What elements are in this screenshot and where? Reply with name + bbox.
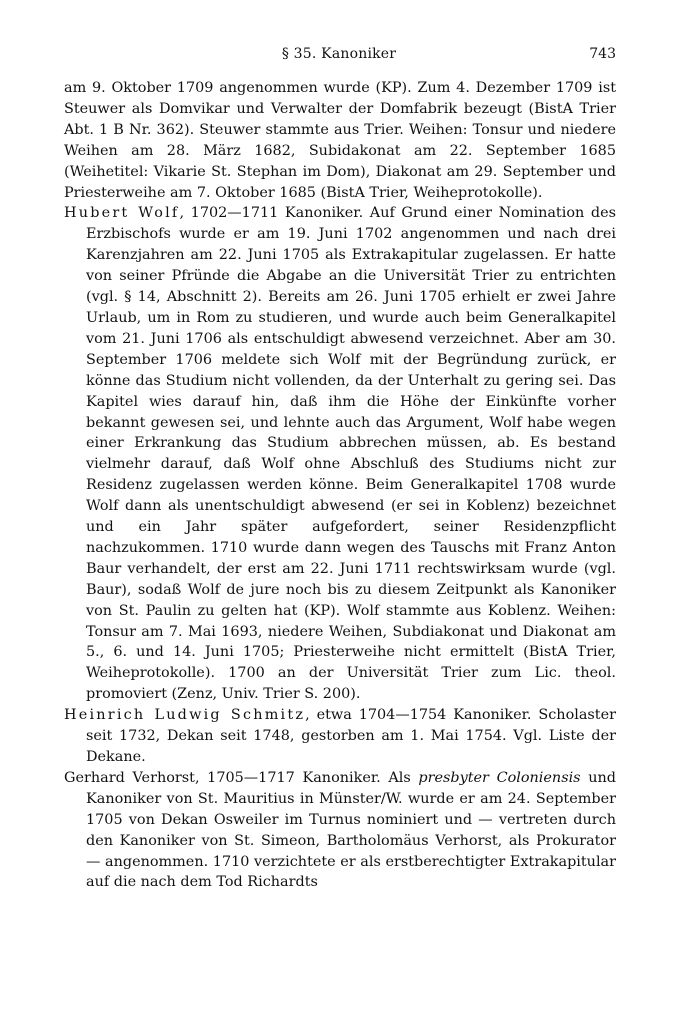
body-text <box>64 78 616 893</box>
entry-name: Heinrich Ludwig Schmitz <box>64 707 306 724</box>
entry-heinrich-ludwig-schmitz <box>64 705 616 768</box>
entry-text: , 1702—1711 Kanoniker. Auf Grund einer Nomination des Erzbischofs wurde er am 19. Juni 1702 angenommen und nach drei Karenzjahren am 22. Juni 1705 als Extrakapitular zugelassen. Er hatte von seiner Pfründe die Abgabe an die Universität Trier zu entrichten (vgl. § 14, Abschnitt 2). Bereits am 26. Juni 1705 erhielt er zwei Jahre Urlaub, um in Rom zu studieren, und wurde auch beim Generalkapitel vom 21. Juni 1706 als entschuldigt abwesend verzeichnet. Aber am 30. September 1706 meldete sich Wolf mit der Begründung zurück, er könne das Studium nicht vollenden, da der Unterhalt zu gering sei. Das Kapitel wies darauf hin, daß ihm die Höhe der Einkünfte vorher bekannt gewesen sei, und lehnte auch das Argument, Wolf habe wegen einer Erkrankung das Studium abbrechen müssen, ab. Es bestand vielmehr darauf, daß Wolf ohne Abschluß des Studiums nicht zur Residenz zugelassen werden könne. Beim Generalkapitel 1708 wurde Wolf dann als unentschuldigt abwesend (er sei in Koblenz) bezeichnet und ein Jahr später aufgefordert, seiner Residenzpflicht nachzukommen. 1710 wurde dann wegen des Tauschs mit Franz Anton Baur verhandelt, der erst am 22. Juni 1711 rechtswirksam wurde (vgl. Baur), sodaß Wolf de jure noch bis zu diesem Zeitpunkt als Kanoniker von St. Paulin zu gelten hat (KP). Wolf stammte aus Koblenz. Weihen: Tonsur am 7. Mai 1693, niedere Weihen, Subdiakonat und Diakonat am 5., 6. und 14. Juni 1705; Priesterweihe nicht ermittelt (BistA Trier, Weiheprotokolle). 1700 an der Universität Trier zum Lic. theol. promoviert (Zenz, Univ. Trier S. 200). <box>86 205 616 703</box>
entry-hubert-wolf <box>64 203 616 705</box>
entry-italic-phrase: presbyter Coloniensis <box>418 769 581 786</box>
page-number: 743 <box>589 46 616 62</box>
continuation-paragraph: am 9. Oktober 1709 angenommen wurde (KP). Zum 4. Dezember 1709 ist Steuwer als Domvikar und Verwalter der Domfabrik bezeugt (BistA Trier Abt. 1 B Nr. 362). Steuwer stammte aus Trier. Weihen: Tonsur und niedere Weihen am 28. März 1682, Subidakonat am 22. September 1685 (Weihetitel: Vikarie St. Stephan im Dom), Diakonat am 29. September und Priesterweihe am 7. Oktober 1685 (BistA Trier, Weiheprotokolle). <box>64 80 616 201</box>
entry-text: , 1705—1717 Kanoniker. Als <box>194 769 419 786</box>
entry-name: Gerhard Verhorst <box>64 769 195 786</box>
entry-text: , etwa 1704—1754 Kanoniker. Scholaster seit 1732, Dekan seit 1748, gestorben am 1. Mai 1754. Vgl. Liste der Dekane. <box>86 707 616 765</box>
running-head <box>62 46 616 66</box>
entry-name: Hubert Wolf <box>64 205 180 222</box>
entry-gerhard-verhorst <box>64 768 616 893</box>
section-title: § 35. Kanoniker <box>281 46 397 62</box>
entry-text-continued: und Kanoniker von St. Mauritius in Münster/W. wurde er am 24. September 1705 von Dekan Osweiler im Turnus nominiert und — vertreten durch den Kanoniker von St. Simeon, Bartholomäus Verhorst, als Prokurator — angenommen. 1710 verzichtete er als erstberechtigter Extrakapitular auf die nach dem Tod Richardts <box>86 769 616 891</box>
